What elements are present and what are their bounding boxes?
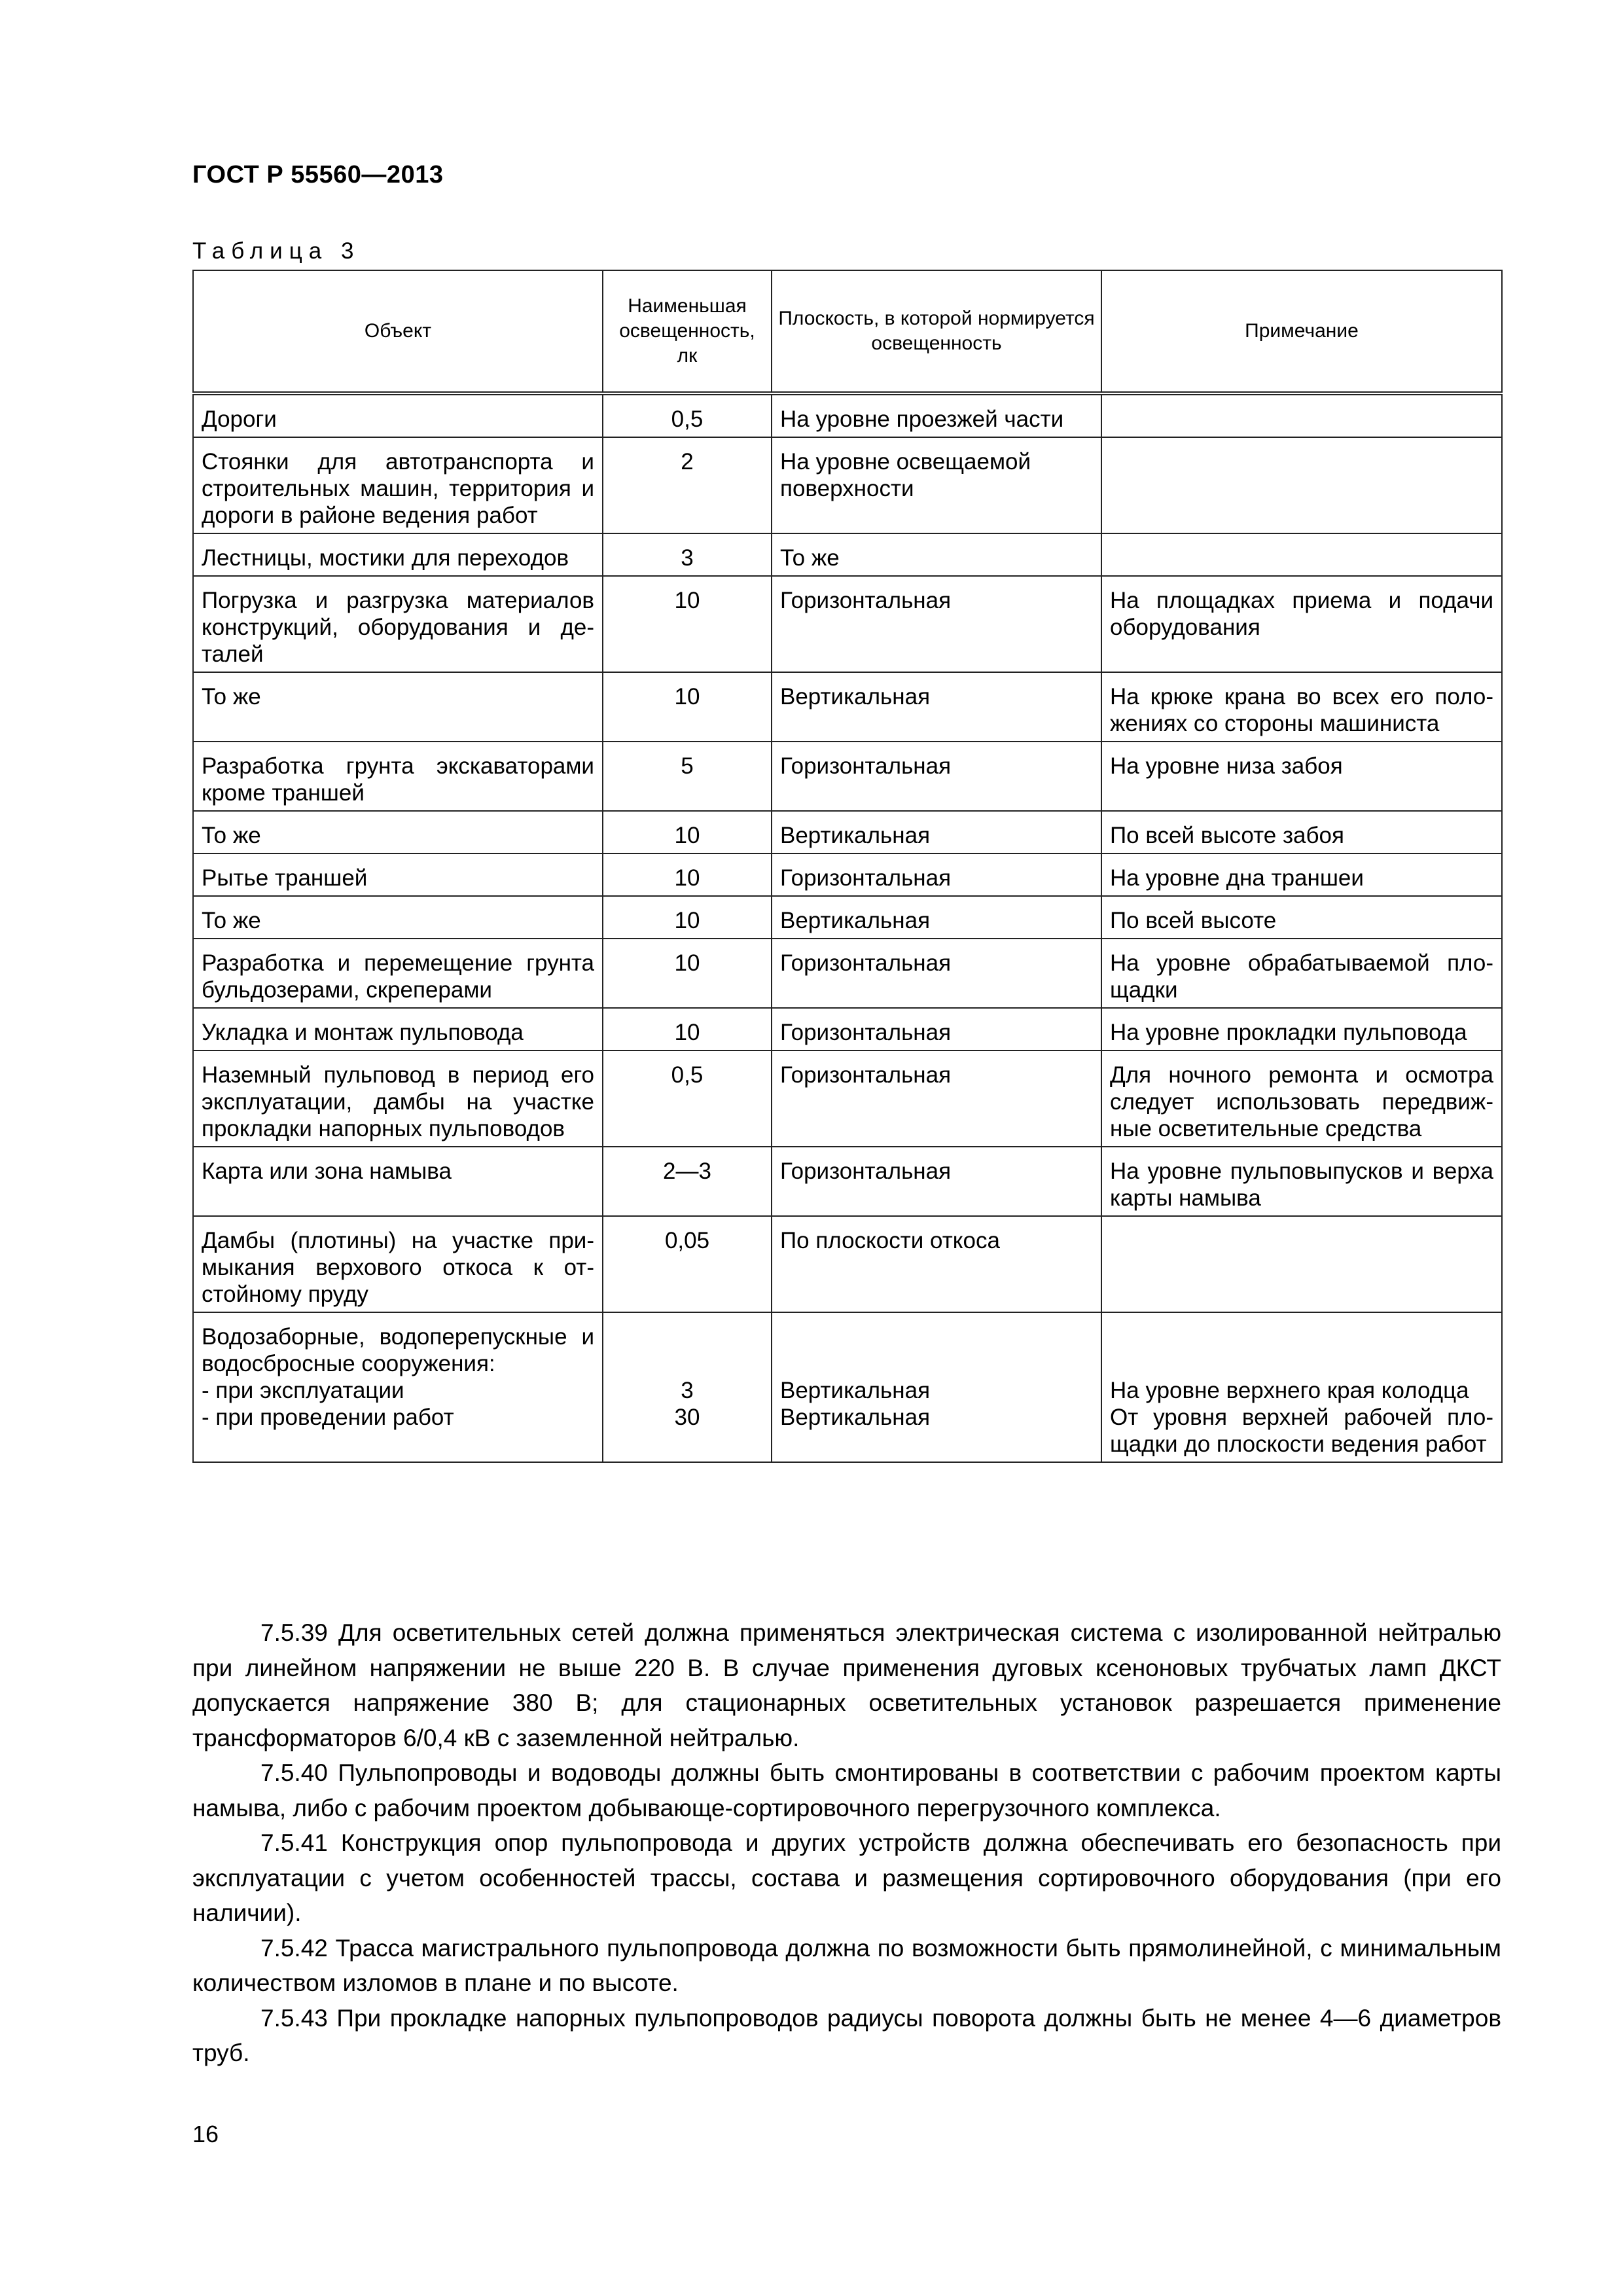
cell-note: На уровне дна траншеи	[1101, 853, 1502, 896]
cell-object: То же	[193, 896, 603, 939]
cell-plane: На уровне освещаемой поверхности	[772, 437, 1101, 533]
cell-lux: 10	[603, 811, 772, 853]
cell-lux: 10	[603, 672, 772, 742]
cell-note-line: На уровне верхнего края колодца	[1110, 1378, 1469, 1403]
cell-lux: 3	[603, 533, 772, 576]
cell-lux: 10	[603, 939, 772, 1008]
cell-note: На уровне обрабатываемой площадки	[1101, 939, 1502, 1008]
table-row	[193, 1312, 1502, 1462]
cell-note	[1101, 437, 1502, 533]
cell-plane: Горизонтальная	[772, 1008, 1101, 1050]
table-row	[193, 853, 1502, 896]
table-header-row	[193, 270, 1502, 393]
cell-note-line: От уровня верхней рабочей площадки до плоскости ведения работ	[1110, 1405, 1493, 1457]
cell-lux: 10	[603, 576, 772, 672]
table-row	[193, 742, 1502, 811]
cell-object: Стоянки для автотранспорта и строительных машин, территория и дороги в районе ведения работ	[193, 437, 603, 533]
cell-object	[193, 1312, 603, 1462]
cell-lux: 0,05	[603, 1216, 772, 1312]
page-number: 16	[192, 2121, 219, 2147]
cell-note	[1101, 1312, 1502, 1462]
table-row	[193, 1216, 1502, 1312]
cell-note: По всей высоте	[1101, 896, 1502, 939]
table-row	[193, 1147, 1502, 1216]
paragraph-7-5-43: 7.5.43 При прокладке напорных пульпопроводов радиусы поворота должны быть не менее 4—6 диаметров труб.	[192, 2004, 1501, 2066]
cell-object: Дороги	[193, 393, 603, 437]
cell-plane: На уровне проезжей части	[772, 393, 1101, 437]
cell-lux: 10	[603, 896, 772, 939]
table-row	[193, 939, 1502, 1008]
paragraph-7-5-39: 7.5.39 Для осветительных сетей должна применяться электрическая система с изолированной нейтралью при линейном напряжении не выше 220 В. В случае применения дуговых ксеноновых трубчатых ламп ДКСТ допускается напряжение 380 В; для стационарных осветительных установок разрешается применение трансформаторов 6/0,4 кВ с заземленной нейтралью.	[192, 1619, 1501, 1751]
cell-note: По всей высоте забоя	[1101, 811, 1502, 853]
cell-plane: Вертикальная	[772, 896, 1101, 939]
cell-note: На площадках приема и подачи оборудования	[1101, 576, 1502, 672]
table-row	[193, 437, 1502, 533]
table-row	[193, 811, 1502, 853]
paragraph-7-5-41: 7.5.41 Конструкция опор пульпопровода и других устройств должна обеспечивать его безопасность при эксплуатации с учетом особенностей трассы, состава и размещения сортировочного оборудования (при его наличии).	[192, 1829, 1501, 1926]
cell-object: Разработка и перемещение грунта бульдозерами, скреперами	[193, 939, 603, 1008]
cell-object: Карта или зона намыва	[193, 1147, 603, 1216]
cell-note: На уровне прокладки пульповода	[1101, 1008, 1502, 1050]
cell-lux	[603, 1312, 772, 1462]
cell-object: То же	[193, 672, 603, 742]
cell-object: Наземный пульповод в период его эксплуатации, дамбы на участке прокладки напорных пульповодов	[193, 1050, 603, 1147]
table-row	[193, 896, 1502, 939]
cell-note: На крюке крана во всех его положениях со стороны машиниста	[1101, 672, 1502, 742]
cell-plane: Горизонтальная	[772, 576, 1101, 672]
cell-lux: 0,5	[603, 393, 772, 437]
body-text	[192, 1615, 1501, 2071]
cell-object: Рытье траншей	[193, 853, 603, 896]
cell-object: Укладка и монтаж пульповода	[193, 1008, 603, 1050]
paragraph-7-5-40: 7.5.40 Пульпопроводы и водоводы должны быть смонтированы в соответствии с рабочим проектом карты намыва, либо с рабочим проектом добывающе-сортировочного перегрузочного комплекса.	[192, 1759, 1501, 1821]
cell-object: Разработка грунта экскаваторами кроме траншей	[193, 742, 603, 811]
cell-lux: 2	[603, 437, 772, 533]
cell-plane-line: Вертикальная	[780, 1405, 931, 1430]
cell-plane	[772, 1312, 1101, 1462]
cell-plane: Горизонтальная	[772, 853, 1101, 896]
cell-note: На уровне низа забоя	[1101, 742, 1502, 811]
cell-lux-line: 3	[681, 1378, 694, 1403]
column-header-note: Примечание	[1101, 270, 1502, 393]
document-header: ГОСТ Р 55560—2013	[192, 161, 444, 188]
table-row	[193, 1008, 1502, 1050]
cell-lux: 0,5	[603, 1050, 772, 1147]
column-header-lux: Наименьшая освещенность, лк	[603, 270, 772, 393]
cell-object-title: Водозаборные, водоперепускные и водосбросные сооружения:	[202, 1324, 594, 1376]
cell-lux: 5	[603, 742, 772, 811]
table-row	[193, 576, 1502, 672]
cell-object: То же	[193, 811, 603, 853]
cell-plane: Вертикальная	[772, 672, 1101, 742]
cell-note	[1101, 1216, 1502, 1312]
cell-plane: Горизонтальная	[772, 742, 1101, 811]
table-body	[193, 393, 1502, 1462]
cell-object-item: - при эксплуатации	[202, 1378, 404, 1403]
cell-plane: По плоскости откоса	[772, 1216, 1101, 1312]
cell-lux: 2—3	[603, 1147, 772, 1216]
cell-object: Дамбы (плотины) на участке примыкания верхового откоса к отстойному пруду	[193, 1216, 603, 1312]
cell-plane: Горизонтальная	[772, 939, 1101, 1008]
cell-note	[1101, 533, 1502, 576]
cell-plane-line: Вертикальная	[780, 1378, 931, 1403]
table-row	[193, 533, 1502, 576]
cell-lux-line: 30	[674, 1405, 700, 1430]
table-caption: Таблица 3	[192, 238, 361, 264]
cell-note: На уровне пульповыпусков и верха карты намыва	[1101, 1147, 1502, 1216]
cell-plane: Горизонтальная	[772, 1050, 1101, 1147]
table-row	[193, 672, 1502, 742]
paragraph-7-5-42: 7.5.42 Трасса магистрального пульпопровода должна по возможности быть прямолинейной, с минимальным количеством изломов в плане и по высоте.	[192, 1934, 1501, 1996]
cell-object-item: - при проведении работ	[202, 1405, 454, 1430]
cell-note: Для ночного ремонта и осмотра следует использовать передвижные осветительные средства	[1101, 1050, 1502, 1147]
cell-lux: 10	[603, 1008, 772, 1050]
cell-note	[1101, 393, 1502, 437]
cell-object: Погрузка и разгрузка материалов конструкций, оборудования и деталей	[193, 576, 603, 672]
column-header-object: Объект	[193, 270, 603, 393]
cell-lux: 10	[603, 853, 772, 896]
cell-plane: Вертикальная	[772, 811, 1101, 853]
table-row	[193, 1050, 1502, 1147]
illumination-table	[192, 270, 1503, 1463]
cell-plane: Горизонтальная	[772, 1147, 1101, 1216]
column-header-plane: Плоскость, в которой нормируется освещенность	[772, 270, 1101, 393]
table-row	[193, 393, 1502, 437]
cell-object: Лестницы, мостики для переходов	[193, 533, 603, 576]
cell-plane: То же	[772, 533, 1101, 576]
